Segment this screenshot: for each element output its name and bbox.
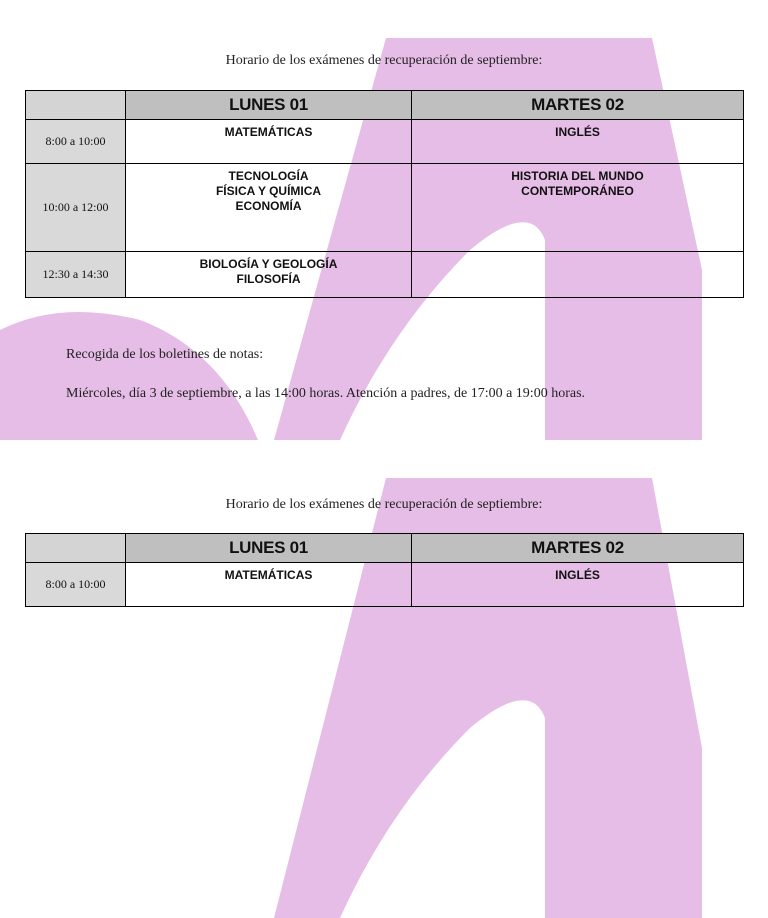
header-blank-cell <box>26 534 126 563</box>
table-header-row <box>26 534 744 563</box>
table-header-row <box>26 91 744 120</box>
lunes-cell <box>126 563 412 607</box>
header-martes: MARTES 02 <box>412 534 744 563</box>
subject-label: INGLÉS <box>555 125 600 139</box>
subject-label: FILOSOFÍA <box>236 272 301 286</box>
subject-label: MATEMÁTICAS <box>224 125 313 139</box>
header-lunes: LUNES 01 <box>126 91 412 120</box>
lunes-cell <box>126 164 412 252</box>
document-page-repeat <box>0 478 768 591</box>
martes-cell <box>412 120 744 164</box>
table-row <box>26 120 744 164</box>
exam-schedule-table <box>25 533 744 607</box>
time-cell: 10:00 a 12:00 <box>26 164 126 252</box>
exam-schedule-table <box>25 90 744 298</box>
martes-cell <box>412 563 744 607</box>
table-row <box>26 164 744 252</box>
subject-label: INGLÉS <box>555 568 600 582</box>
time-cell: 8:00 a 10:00 <box>26 120 126 164</box>
header-blank-cell <box>26 91 126 120</box>
subject-label: BIOLOGÍA Y GEOLOGÍA <box>199 257 338 271</box>
subject-label: ECONOMÍA <box>235 199 302 213</box>
table-row <box>26 563 744 607</box>
watermark-left-shape <box>0 312 258 440</box>
header-martes: MARTES 02 <box>412 91 744 120</box>
martes-cell <box>412 164 744 252</box>
subject-label: MATEMÁTICAS <box>224 568 313 582</box>
header-lunes: LUNES 01 <box>126 534 412 563</box>
martes-cell-empty <box>412 252 744 298</box>
document-page <box>0 0 768 440</box>
subject-label: HISTORIA DEL MUNDO <box>511 169 644 183</box>
exam-schedule-caption: Horario de los exámenes de recuperación de septiembre: <box>225 497 543 512</box>
report-pickup-details: Miércoles, día 3 de septiembre, a las 14:00 horas. Atención a padres, de 17:00 a 19:00 horas. <box>66 386 586 401</box>
lunes-cell <box>126 252 412 298</box>
subject-label: CONTEMPORÁNEO <box>521 184 634 198</box>
time-cell: 12:30 a 14:30 <box>26 252 126 298</box>
report-pickup-heading: Recogida de los boletines de notas: <box>66 347 264 362</box>
time-cell: 8:00 a 10:00 <box>26 563 126 607</box>
exam-schedule-caption: Horario de los exámenes de recuperación de septiembre: <box>225 53 543 68</box>
subject-label: TECNOLOGÍA <box>228 169 309 183</box>
lunes-cell <box>126 120 412 164</box>
table-row <box>26 252 744 298</box>
subject-label: FÍSICA Y QUÍMICA <box>215 184 322 198</box>
